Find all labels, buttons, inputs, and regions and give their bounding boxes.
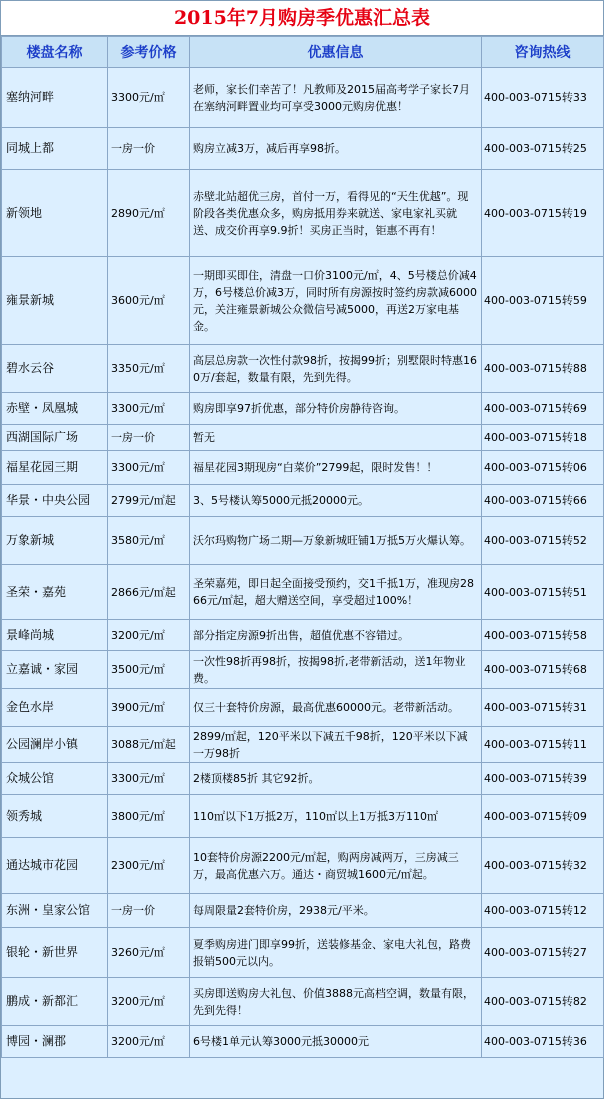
row-info: 2楼顶楼85折 其它92折。 [190,763,482,795]
row-phone: 400-003-0715转36 [482,1026,604,1058]
table-row [2,978,604,1026]
row-info: 6号楼1单元认筹3000元抵30000元 [190,1026,482,1058]
row-price: 3260元/㎡ [108,928,190,978]
row-name: 金色水岸 [2,689,108,727]
row-phone: 400-003-0715转18 [482,425,604,451]
row-info: 圣荣嘉苑，即日起全面接受预约，交1千抵1万，准现房2866元/㎡起，超大赠送空间，享受超过100%！ [190,565,482,620]
table-row [2,485,604,517]
row-info: 3、5号楼认筹5000元抵20000元。 [190,485,482,517]
row-info: 买房即送购房大礼包、价值3888元高档空调，数量有限，先到先得！ [190,978,482,1026]
row-info: 一次性98折再98折，按揭98折,老带新活动，送1年物业费。 [190,651,482,689]
row-info: 一期即买即住，清盘一口价3100元/㎡，4、5号楼总价减4万，6号楼总价减3万，同时所有房源按时签约房款减6000元，关注雍景新城公众微信号减5000，再送2万家电基金。 [190,257,482,345]
row-price: 一房一价 [108,894,190,928]
row-price: 3580元/㎡ [108,517,190,565]
row-name: 华景・中央公园 [2,485,108,517]
row-name: 公园澜岸小镇 [2,727,108,763]
row-name: 立嘉诚・家园 [2,651,108,689]
row-name: 塞纳河畔 [2,68,108,128]
row-phone: 400-003-0715转82 [482,978,604,1026]
row-name: 东洲・皇家公馆 [2,894,108,928]
row-phone: 400-003-0715转39 [482,763,604,795]
row-info: 赤壁北站超优三房，首付一万，看得见的“天生优越”。现阶段各类优惠众多，购房抵用券来就送、家电家礼买就送、成交价再享9.9折！买房正当时，钜惠不再有！ [190,170,482,257]
row-phone: 400-003-0715转51 [482,565,604,620]
row-info: 部分指定房源9折出售，超值优惠不容错过。 [190,620,482,651]
row-price: 3600元/㎡ [108,257,190,345]
row-price: 3200元/㎡ [108,1026,190,1058]
row-phone: 400-003-0715转27 [482,928,604,978]
row-name: 领秀城 [2,795,108,838]
row-name: 福星花园三期 [2,451,108,485]
row-price: 3900元/㎡ [108,689,190,727]
row-phone: 400-003-0715转32 [482,838,604,894]
row-info: 110㎡以下1万抵2万，110㎡以上1万抵3万110㎡ [190,795,482,838]
table-row [2,170,604,257]
row-phone: 400-003-0715转33 [482,68,604,128]
row-phone: 400-003-0715转09 [482,795,604,838]
row-price: 3088元/㎡起 [108,727,190,763]
row-phone: 400-003-0715转58 [482,620,604,651]
row-price: 3300元/㎡ [108,451,190,485]
header-info: 优惠信息 [190,37,482,68]
row-price: 一房一价 [108,128,190,170]
row-name: 景峰尚城 [2,620,108,651]
table-row [2,393,604,425]
row-info: 老师，家长们幸苦了！凡教师及2015届高考学子家长7月在塞纳河畔置业均可享受3000元购房优惠！ [190,68,482,128]
row-name: 鹏成・新都汇 [2,978,108,1026]
header-phone: 咨询热线 [482,37,604,68]
table-row [2,68,604,128]
row-name: 圣荣・嘉苑 [2,565,108,620]
row-info: 购房即享97折优惠，部分特价房静待咨询。 [190,393,482,425]
row-price: 3200元/㎡ [108,620,190,651]
row-name: 碧水云谷 [2,345,108,393]
header-row [2,37,604,68]
row-price: 一房一价 [108,425,190,451]
row-info: 每周限量2套特价房，2938元/平米。 [190,894,482,928]
table-row [2,425,604,451]
row-info: 高层总房款一次性付款98折，按揭99折；别墅限时特惠160万/套起，数量有限，先到先得。 [190,345,482,393]
row-phone: 400-003-0715转52 [482,517,604,565]
row-price: 3350元/㎡ [108,345,190,393]
row-name: 银轮・新世界 [2,928,108,978]
row-price: 3300元/㎡ [108,393,190,425]
table-row [2,345,604,393]
table-row [2,517,604,565]
promo-table [1,36,604,1058]
table-row [2,727,604,763]
row-name: 新领地 [2,170,108,257]
row-price: 2890元/㎡ [108,170,190,257]
row-price: 3300元/㎡ [108,68,190,128]
row-price: 2866元/㎡起 [108,565,190,620]
table-row [2,128,604,170]
row-name: 雍景新城 [2,257,108,345]
row-price: 2799元/㎡起 [108,485,190,517]
row-phone: 400-003-0715转11 [482,727,604,763]
row-name: 赤壁・凤凰城 [2,393,108,425]
row-phone: 400-003-0715转68 [482,651,604,689]
row-name: 众城公馆 [2,763,108,795]
table-row [2,689,604,727]
table-row [2,620,604,651]
row-phone: 400-003-0715转59 [482,257,604,345]
table-row [2,565,604,620]
table-row [2,928,604,978]
header-price: 参考价格 [108,37,190,68]
row-phone: 400-003-0715转66 [482,485,604,517]
row-price: 3500元/㎡ [108,651,190,689]
table-row [2,795,604,838]
row-name: 同城上都 [2,128,108,170]
row-phone: 400-003-0715转25 [482,128,604,170]
sheet-title: 2015年7月购房季优惠汇总表 [1,1,603,36]
row-info: 10套特价房源2200元/㎡起，购两房减两万，三房减三万，最高优惠六万。通达・商贸城1600元/㎡起。 [190,838,482,894]
header-name: 楼盘名称 [2,37,108,68]
row-name: 万象新城 [2,517,108,565]
row-phone: 400-003-0715转12 [482,894,604,928]
row-price: 3200元/㎡ [108,978,190,1026]
row-phone: 400-003-0715转06 [482,451,604,485]
row-name: 西湖国际广场 [2,425,108,451]
table-row [2,894,604,928]
table-row [2,651,604,689]
table-row [2,451,604,485]
row-name: 博园・澜郡 [2,1026,108,1058]
row-info: 沃尔玛购物广场二期—万象新城旺铺1万抵5万火爆认筹。 [190,517,482,565]
row-name: 通达城市花园 [2,838,108,894]
row-phone: 400-003-0715转19 [482,170,604,257]
row-info: 2899/㎡起，120平米以下减五千98折，120平米以下减一万98折 [190,727,482,763]
row-info: 仅三十套特价房源，最高优惠60000元。老带新活动。 [190,689,482,727]
row-price: 2300元/㎡ [108,838,190,894]
table-row [2,1026,604,1058]
table-row [2,838,604,894]
table-row [2,257,604,345]
row-price: 3300元/㎡ [108,763,190,795]
row-price: 3800元/㎡ [108,795,190,838]
row-info: 购房立减3万，减后再享98折。 [190,128,482,170]
row-info: 夏季购房进门即享99折，送装修基金、家电大礼包，路费报销500元以内。 [190,928,482,978]
row-phone: 400-003-0715转31 [482,689,604,727]
row-info: 福星花园3期现房“白菜价”2799起，限时发售！！ [190,451,482,485]
row-phone: 400-003-0715转69 [482,393,604,425]
row-phone: 400-003-0715转88 [482,345,604,393]
table-row [2,763,604,795]
row-info: 暂无 [190,425,482,451]
